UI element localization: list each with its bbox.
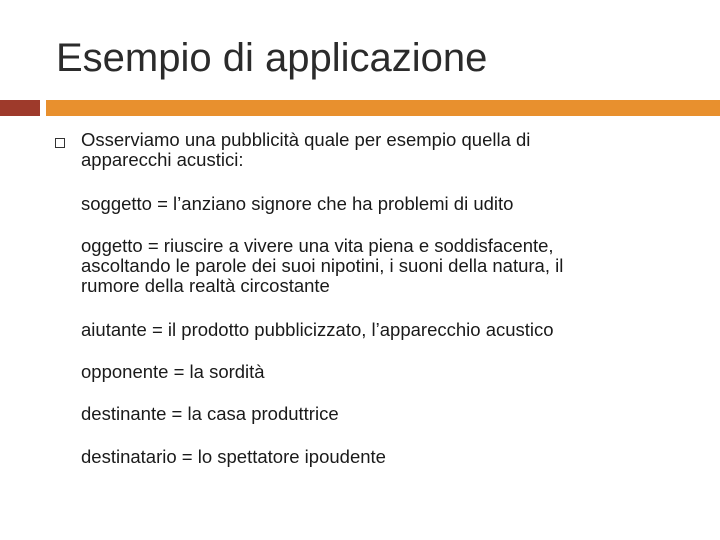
- item-line: aiutante = il prodotto pubblicizzato, l’apparecchio acustico: [81, 319, 554, 340]
- item-aiutante: [81, 320, 681, 340]
- item-line: destinatario = lo spettatore ipoudente: [81, 446, 386, 467]
- slide-title: Esempio di applicazione: [56, 36, 488, 80]
- intro-line: Osserviamo una pubblicità quale per esempio quella di: [81, 129, 531, 150]
- intro-line: apparecchi acustici:: [81, 149, 244, 170]
- item-line: oggetto = riuscire a vivere una vita piena e soddisfacente,: [81, 235, 554, 256]
- item-destinatario: [81, 447, 681, 467]
- hollow-square-bullet-icon: [55, 138, 65, 148]
- item-opponente: [81, 362, 681, 382]
- item-destinante: [81, 404, 681, 424]
- item-line: destinante = la casa produttrice: [81, 403, 339, 424]
- item-oggetto: [81, 236, 681, 296]
- item-line: rumore della realtà circostante: [81, 275, 330, 296]
- accent-bar-right: [46, 100, 720, 116]
- item-line: soggetto = l’anziano signore che ha problemi di udito: [81, 193, 514, 214]
- item-line: opponente = la sordità: [81, 361, 265, 382]
- item-soggetto: [81, 194, 681, 214]
- item-line: ascoltando le parole dei suoi nipotini, i suoni della natura, il: [81, 255, 564, 276]
- intro-paragraph: [81, 130, 681, 170]
- accent-bar-left: [0, 100, 40, 116]
